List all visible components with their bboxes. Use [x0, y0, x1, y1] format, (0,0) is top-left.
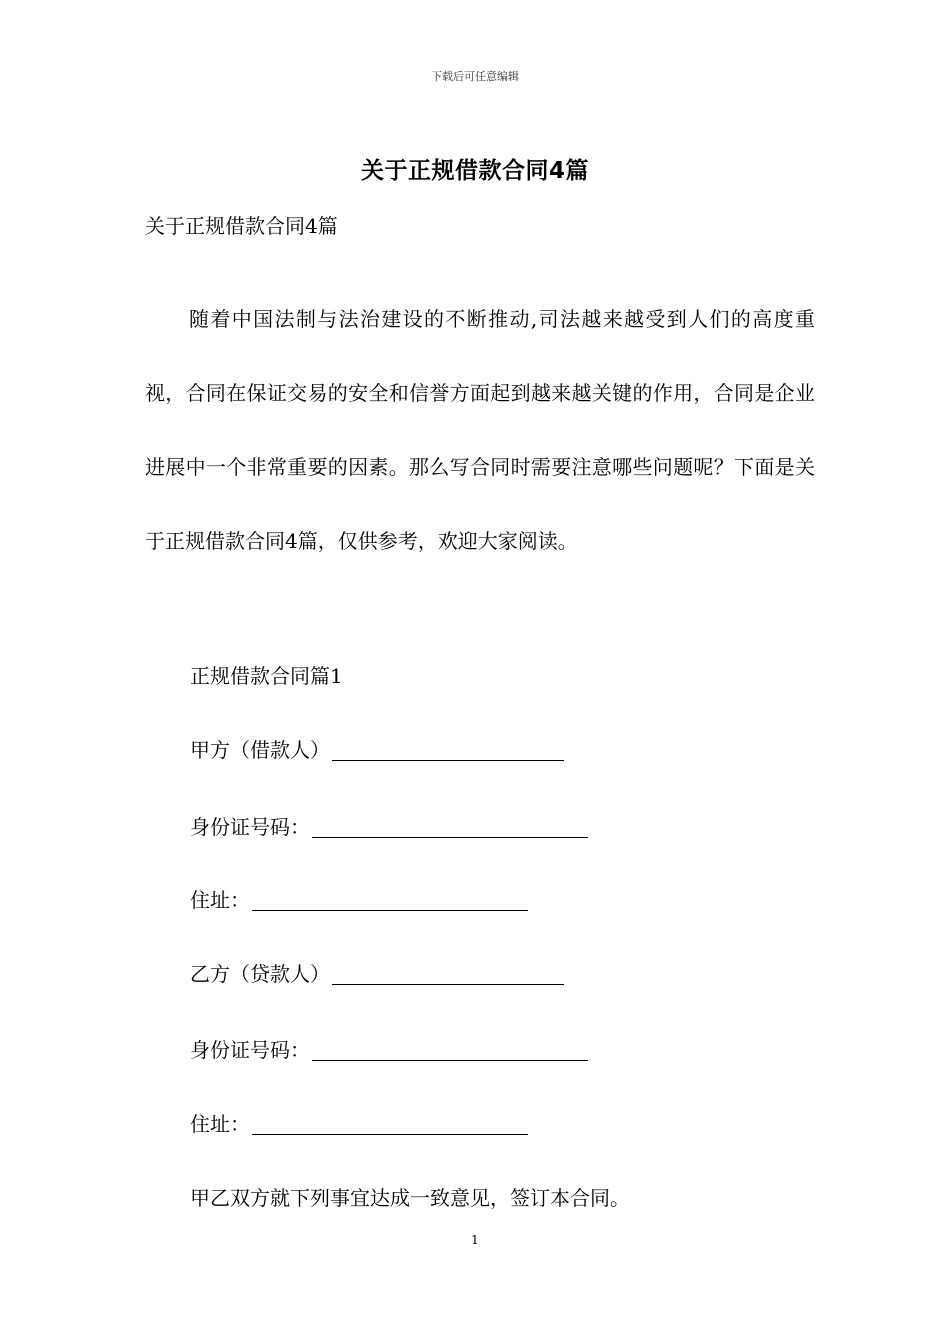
party-a-address-label: 住址：: [190, 888, 250, 912]
agreement-paragraph: 甲乙双方就下列事宜达成一致意见，签订本合同。: [190, 1186, 630, 1210]
party-b-address-blank: [252, 1114, 528, 1135]
party-a-address-line: [190, 884, 528, 913]
party-b-id-blank: [312, 1040, 588, 1061]
party-a-line: [190, 734, 564, 763]
party-b-blank: [332, 964, 564, 985]
party-a-id-label: 身份证号码：: [190, 815, 310, 839]
party-a-id-blank: [312, 817, 588, 838]
party-b-id-line: [190, 1034, 588, 1063]
section-heading: 正规借款合同篇1: [190, 664, 343, 688]
party-b-id-label: 身份证号码：: [190, 1038, 310, 1062]
header-note: 下载后可任意编辑: [431, 70, 519, 83]
page-number: 1: [471, 1233, 479, 1247]
party-a-blank: [332, 740, 564, 761]
party-a-address-blank: [252, 890, 528, 911]
party-b-line: [190, 958, 564, 987]
party-b-address-line: [190, 1108, 528, 1137]
party-a-label: 甲方（借款人）: [190, 738, 330, 762]
document-subtitle: 关于正规借款合同4篇: [145, 214, 338, 238]
intro-paragraph: 随着中国法制与法治建设的不断推动,司法越来越受到人们的高度重视，合同在保证交易的安全和信誉方面起到越来越关键的作用，合同是企业进展中一个非常重要的因素。那么写合同时需要注意哪些问题呢？下面是关于正规借款合同4篇，仅供参考，欢迎大家阅读。: [145, 307, 815, 553]
document-title: 关于正规借款合同4篇: [360, 158, 589, 184]
party-b-label: 乙方（贷款人）: [190, 962, 330, 986]
party-b-address-label: 住址：: [190, 1112, 250, 1136]
party-a-id-line: [190, 811, 588, 840]
